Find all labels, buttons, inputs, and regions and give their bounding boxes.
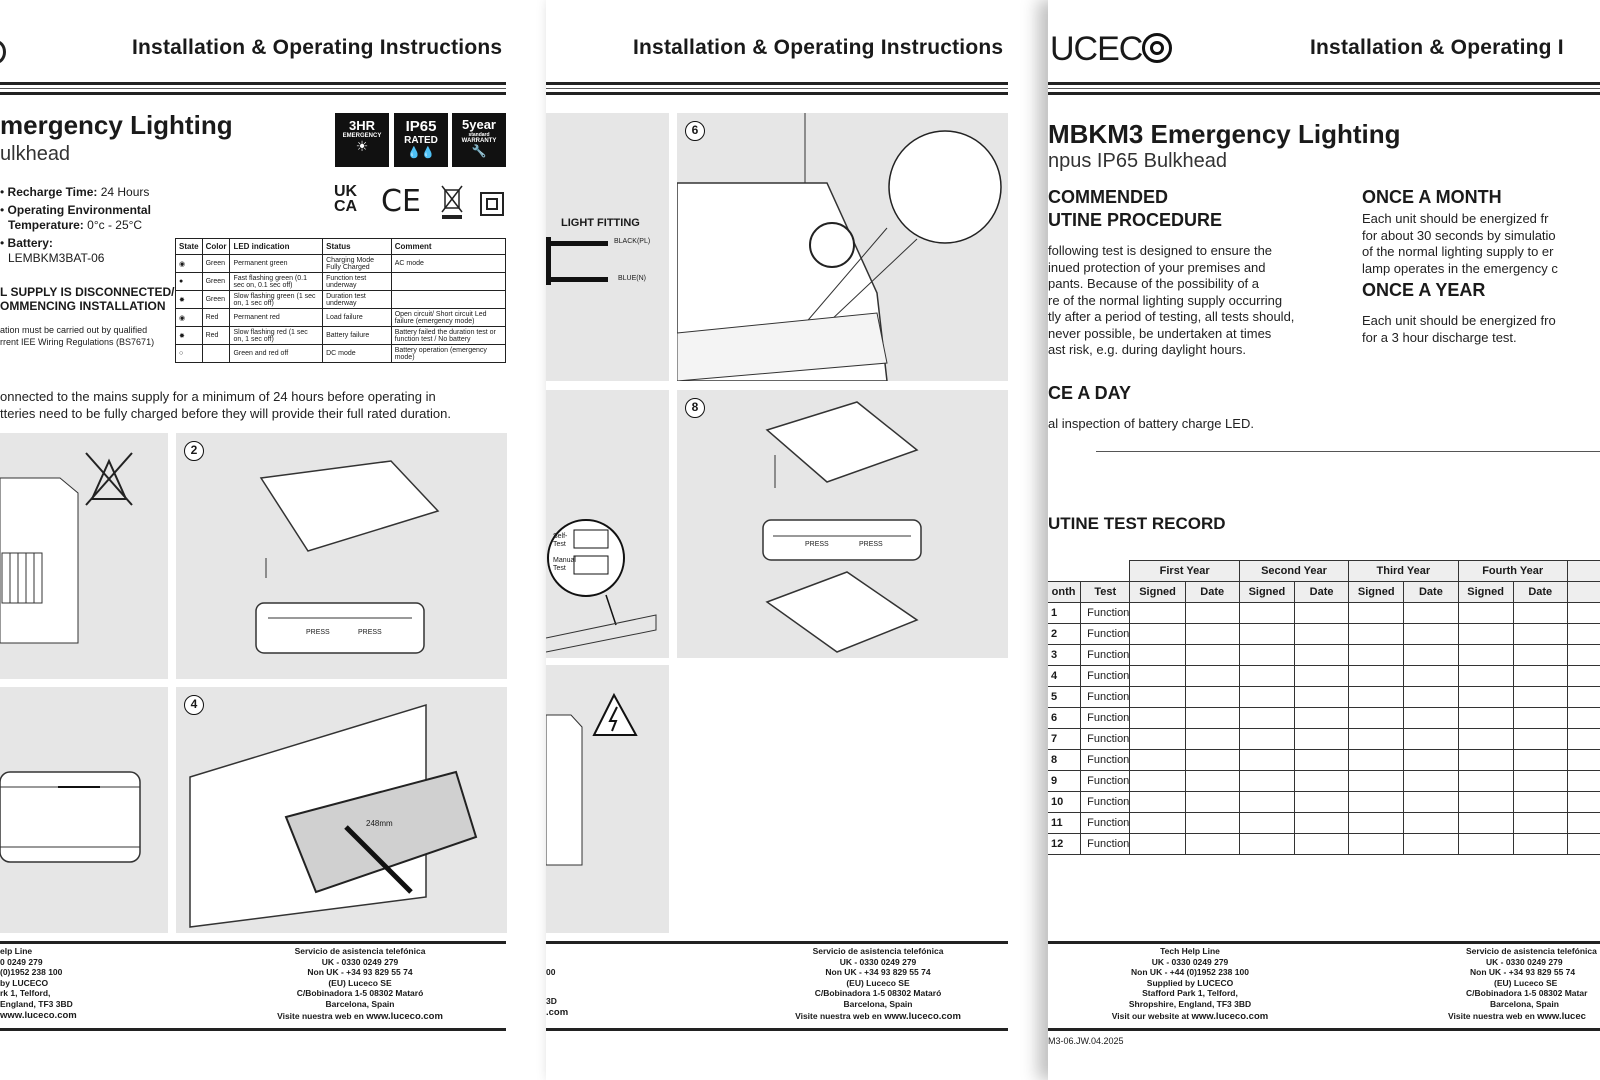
intro-line-2: tteries need to be fully charged before they will provide their full rated duration. <box>0 406 451 421</box>
signed-cell[interactable] <box>1130 645 1185 666</box>
date-cell[interactable] <box>1185 624 1239 645</box>
signed-col-header: Signed <box>1239 582 1294 603</box>
signed-cell[interactable] <box>1458 708 1513 729</box>
table-row: ● Green Fast flashing green (0.1 sec on, 0.1 sec off) Function test underway <box>176 273 506 291</box>
led-off-icon: ○ <box>176 345 203 363</box>
signed-cell[interactable] <box>1349 687 1404 708</box>
weee-bin-icon <box>440 184 464 225</box>
terminal-block <box>546 237 551 285</box>
date-cell[interactable] <box>1513 645 1567 666</box>
table-row <box>1048 624 1600 645</box>
test-type-cell: Function <box>1081 687 1130 708</box>
routine-text: following test is designed to ensure the inued protection of your premises and pants. Because of the possibility of a re of the normal lighting supply occurring tly after a period of testing, all tests should, never possible, be undertaken at times ast risk, e.g. during daylight hours. <box>1048 243 1295 357</box>
signed-cell[interactable] <box>1458 729 1513 750</box>
press-label: PRESS <box>859 541 883 548</box>
led-solid-icon: ◉ <box>176 255 203 273</box>
date-cell[interactable] <box>1513 792 1567 813</box>
signed-cell[interactable] <box>1567 687 1600 708</box>
test-type-cell: Function <box>1081 792 1130 813</box>
date-cell[interactable] <box>1404 771 1458 792</box>
table-row: ✸ Red Slow flashing red (1 sec on, 1 sec off) Battery failure Battery failed the duration test or function test / No battery <box>176 327 506 345</box>
press-label: PRESS <box>805 541 829 548</box>
month-cell: 10 <box>1048 792 1081 813</box>
step-2-panel <box>176 433 507 679</box>
signed-cell[interactable] <box>1239 813 1294 834</box>
date-cell[interactable] <box>1294 708 1348 729</box>
consumer-unit-illustration <box>0 433 168 679</box>
month-cell: 6 <box>1048 708 1081 729</box>
table-row: ✸ Green Slow flashing green (1 sec on, 1 sec off) Duration test underway <box>176 291 506 309</box>
date-cell[interactable] <box>1513 687 1567 708</box>
spec-battery: • Battery: <box>0 236 53 250</box>
led-col-color: Color <box>202 239 230 255</box>
step-number: 2 <box>184 441 204 461</box>
month-cell: 11 <box>1048 813 1081 834</box>
step-5-panel <box>546 113 669 381</box>
date-cell[interactable] <box>1294 624 1348 645</box>
signed-cell[interactable] <box>1567 624 1600 645</box>
warning-line-2: OMMENCING INSTALLATION <box>0 299 166 313</box>
step-6-panel <box>677 113 1008 381</box>
footer-rule <box>1048 941 1600 944</box>
wiring-illustration <box>677 113 1008 381</box>
manual-page-3 <box>1048 0 1600 1080</box>
led-red-flash-icon: ✸ <box>176 327 203 345</box>
mounting-illustration <box>176 433 507 679</box>
signed-cell[interactable] <box>1130 666 1185 687</box>
date-col-header: Date <box>1404 582 1458 603</box>
led-slow-flash-icon: ✸ <box>176 291 203 309</box>
routine-heading-2: UTINE PROCEDURE <box>1048 210 1223 230</box>
date-cell[interactable] <box>1185 813 1239 834</box>
spec-battery-value: LEMBKM3BAT-06 <box>8 251 105 265</box>
table-row <box>1048 729 1600 750</box>
measurement-label: 248mm <box>366 819 393 828</box>
footer-helpline-right: Servicio de asistencia telefónica UK - 0330 0249 279 Non UK - +34 93 829 55 74 (EU) Luceco SE C/Bobinadora 1-5 08302 Mataró Barcelona, Spain Visite nuestra web en www.luceco.com <box>277 946 443 1022</box>
date-col-header: Date <box>1294 582 1348 603</box>
once-a-month-heading: ONCE A MONTH <box>1362 187 1502 207</box>
press-label: PRESS <box>306 629 330 636</box>
lamp-icon: ☀ <box>355 138 369 154</box>
footer-rule-bottom <box>1048 1028 1600 1031</box>
header-rule <box>1048 82 1600 85</box>
date-cell[interactable] <box>1185 708 1239 729</box>
signed-cell[interactable] <box>1458 603 1513 624</box>
spec-temperature: Temperature: 0°c - 25°C <box>8 218 143 232</box>
signed-cell[interactable] <box>1239 708 1294 729</box>
logo-o-icon <box>1142 33 1172 63</box>
once-a-day-text: al inspection of battery charge LED. <box>1048 416 1254 431</box>
led-red-solid-icon: ◉ <box>176 309 203 327</box>
signed-cell[interactable] <box>1567 792 1600 813</box>
test-type-cell: Function <box>1081 729 1130 750</box>
date-cell[interactable] <box>1404 624 1458 645</box>
year-header: Fourth Year <box>1458 561 1567 582</box>
spec-environment: • Operating Environmental <box>0 203 151 217</box>
spec-recharge: • Recharge Time: 24 Hours <box>0 185 150 199</box>
signed-cell[interactable] <box>1239 834 1294 855</box>
date-cell[interactable] <box>1185 603 1239 624</box>
table-row <box>1048 771 1600 792</box>
signed-cell[interactable] <box>1458 750 1513 771</box>
water-drops-icon: 💧💧 <box>407 147 435 159</box>
signed-cell[interactable] <box>1349 834 1404 855</box>
manual-test-label: Manual Test <box>553 557 576 572</box>
signed-cell[interactable] <box>1458 624 1513 645</box>
signed-cell[interactable] <box>1130 792 1185 813</box>
table-row: ○ Green and red off DC mode Battery operation (emergency mode) <box>176 345 506 363</box>
ukca-mark-icon: UK CA <box>334 183 358 215</box>
month-cell: 8 <box>1048 750 1081 771</box>
signed-cell[interactable] <box>1239 603 1294 624</box>
signed-col-header: Signed <box>1349 582 1404 603</box>
signed-cell[interactable] <box>1567 771 1600 792</box>
test-switch-illustration <box>546 390 669 658</box>
signed-col-header: Signed <box>1130 582 1185 603</box>
date-cell[interactable] <box>1294 771 1348 792</box>
date-cell[interactable] <box>1185 834 1239 855</box>
signed-cell[interactable] <box>1567 813 1600 834</box>
logo-fragment <box>0 40 6 64</box>
test-record-table <box>1048 560 1600 855</box>
footer-helpline-left: Tech Help Line UK - 0330 0249 279 Non UK - +44 (0)1952 238 100 Supplied by LUCECO Stafford Park 1, Telford, Shropshire, England, TF3 3BD Visit our website at www.luceco.com <box>1111 946 1269 1022</box>
date-cell[interactable] <box>1294 603 1348 624</box>
month-cell: 4 <box>1048 666 1081 687</box>
signed-cell[interactable] <box>1458 771 1513 792</box>
signed-cell[interactable] <box>1458 792 1513 813</box>
signed-cell[interactable] <box>1458 813 1513 834</box>
warning-line-1: L SUPPLY IS DISCONNECTED/ <box>0 285 175 299</box>
signed-cell[interactable] <box>1239 771 1294 792</box>
signed-cell[interactable] <box>1349 771 1404 792</box>
test-type-cell: Function <box>1081 603 1130 624</box>
year-header: First Year <box>1130 561 1239 582</box>
header-rule-thin <box>546 88 1008 89</box>
header-rule-2 <box>1048 92 1600 95</box>
signed-cell[interactable] <box>1349 813 1404 834</box>
signed-cell[interactable] <box>1130 603 1185 624</box>
routine-heading-1: COMMENDED <box>1048 187 1168 207</box>
date-cell[interactable] <box>1185 729 1239 750</box>
date-cell[interactable] <box>1294 813 1348 834</box>
month-cell: 9 <box>1048 771 1081 792</box>
led-fast-flash-icon: ● <box>176 273 203 291</box>
footer-rule <box>546 941 1008 944</box>
month-cell: 5 <box>1048 687 1081 708</box>
date-cell[interactable] <box>1294 792 1348 813</box>
table-row <box>1048 603 1600 624</box>
year-header: Third Year <box>1349 561 1458 582</box>
month-cell: 3 <box>1048 645 1081 666</box>
footer-rule <box>0 941 506 944</box>
wrench-icon: 🔧 <box>471 144 487 158</box>
once-a-day-heading: CE A DAY <box>1048 383 1132 403</box>
press-label: PRESS <box>358 629 382 636</box>
test-record-heading: UTINE TEST RECORD <box>1048 514 1226 533</box>
date-cell[interactable] <box>1185 792 1239 813</box>
table-row <box>1048 645 1600 666</box>
signed-cell[interactable] <box>1130 687 1185 708</box>
year-header: Second Year <box>1239 561 1348 582</box>
test-type-cell: Function <box>1081 771 1130 792</box>
led-indication-table <box>175 238 506 363</box>
signed-cell[interactable] <box>1567 666 1600 687</box>
signed-cell[interactable] <box>1349 666 1404 687</box>
step-number: 4 <box>184 695 204 715</box>
date-cell[interactable] <box>1294 729 1348 750</box>
signed-cell[interactable] <box>1239 645 1294 666</box>
ce-mark-icon: CE <box>381 184 421 219</box>
blue-wire-label: BLUE(N) <box>618 275 647 282</box>
signed-cell[interactable] <box>1130 813 1185 834</box>
intro-line-1: onnected to the mains supply for a minimum of 24 hours before operating in <box>0 389 436 404</box>
table-row <box>1048 708 1600 729</box>
signed-cell[interactable] <box>1130 624 1185 645</box>
once-a-year-text: Each unit should be energized fro for a 3 hour discharge test. <box>1362 313 1556 345</box>
signed-cell[interactable] <box>1130 771 1185 792</box>
date-cell[interactable] <box>1294 834 1348 855</box>
date-cell[interactable] <box>1185 645 1239 666</box>
date-cell[interactable] <box>1513 813 1567 834</box>
signed-cell[interactable] <box>1130 834 1185 855</box>
wall-fixing-illustration <box>176 687 507 933</box>
table-row <box>1048 792 1600 813</box>
led-col-status: Status <box>323 239 392 255</box>
signed-cell[interactable] <box>1567 750 1600 771</box>
manual-page-2 <box>546 0 1048 1080</box>
date-col-header: Date <box>1513 582 1567 603</box>
date-cell[interactable] <box>1404 603 1458 624</box>
signed-cell[interactable] <box>1239 750 1294 771</box>
date-cell[interactable] <box>1294 645 1348 666</box>
signed-cell[interactable] <box>1239 729 1294 750</box>
step-number: 6 <box>685 121 705 141</box>
self-test-label: Self-Test <box>553 533 568 548</box>
signed-cell[interactable] <box>1458 666 1513 687</box>
date-cell[interactable] <box>1404 834 1458 855</box>
test-type-cell: Function <box>1081 708 1130 729</box>
header-rule-thin <box>1048 88 1600 89</box>
month-cell: 12 <box>1048 834 1081 855</box>
signed-cell[interactable] <box>1239 666 1294 687</box>
header-rule-2 <box>546 92 1008 95</box>
power-on-illustration <box>546 665 669 933</box>
product-title: mergency Lighting <box>0 110 233 140</box>
footer-helpline-right: Servicio de asistencia telefónica UK - 0330 0249 279 Non UK - +34 93 829 55 74 (EU) Luceco SE C/Bobinadora 1-5 08302 Mataró Barcelona, Spain Visite nuestra web en www.luceco.com <box>795 946 961 1022</box>
blue-wire <box>546 277 608 282</box>
once-a-year-heading: ONCE A YEAR <box>1362 280 1486 300</box>
test-type-cell: Function <box>1081 624 1130 645</box>
month-cell: 2 <box>1048 624 1081 645</box>
led-col-state: State <box>176 239 203 255</box>
step-number: 8 <box>685 398 705 418</box>
header-rule <box>0 82 506 85</box>
step-7-panel <box>546 390 669 658</box>
test-type-cell: Function <box>1081 645 1130 666</box>
double-insulation-icon <box>480 192 504 216</box>
footer-rule-bottom <box>546 1028 1008 1031</box>
product-title: MBKM3 Emergency Lighting <box>1048 119 1401 149</box>
warranty-badge: 5year standard WARRANTY 🔧 <box>452 113 506 167</box>
signed-cell[interactable] <box>1458 687 1513 708</box>
step-1-panel <box>0 433 168 679</box>
test-type-cell: Function <box>1081 834 1130 855</box>
manual-page-1 <box>0 0 546 1080</box>
emergency-badge: 3HR EMERGENCY ☀ <box>335 113 389 167</box>
date-cell[interactable] <box>1404 813 1458 834</box>
step-9-panel <box>546 665 669 933</box>
once-a-month-text: Each unit should be energized fr for about 30 seconds by simulatio of the normal lighting supply to er lamp operates in the emergency c <box>1362 211 1558 276</box>
test-col-header: Test <box>1081 582 1130 603</box>
footer-helpline-left: 00 3D .com <box>546 967 569 1018</box>
date-cell[interactable] <box>1513 834 1567 855</box>
signed-cell[interactable] <box>1130 729 1185 750</box>
signed-col-header: Signed <box>1458 582 1513 603</box>
signed-cell[interactable] <box>1349 708 1404 729</box>
black-wire <box>546 241 608 246</box>
signed-cell[interactable] <box>1349 624 1404 645</box>
signed-cell[interactable] <box>1349 729 1404 750</box>
signed-cell[interactable] <box>1239 624 1294 645</box>
date-cell[interactable] <box>1404 750 1458 771</box>
date-cell[interactable] <box>1294 666 1348 687</box>
signed-cell[interactable] <box>1458 645 1513 666</box>
test-type-cell: Function <box>1081 813 1130 834</box>
battery-connect-illustration <box>0 687 168 933</box>
signed-cell[interactable] <box>1349 645 1404 666</box>
date-cell[interactable] <box>1185 771 1239 792</box>
high-voltage-icon <box>594 695 636 735</box>
signed-cell[interactable] <box>1567 603 1600 624</box>
date-cell[interactable] <box>1404 708 1458 729</box>
date-cell[interactable] <box>1513 603 1567 624</box>
date-cell[interactable] <box>1185 750 1239 771</box>
page-header-title: Installation & Operating Instructions <box>633 36 1004 59</box>
signed-cell[interactable] <box>1567 645 1600 666</box>
signed-cell[interactable] <box>1239 792 1294 813</box>
date-cell[interactable] <box>1513 729 1567 750</box>
signed-cell[interactable] <box>1349 603 1404 624</box>
footer-helpline-left: elp Line 0 0249 279 (0)1952 238 100 by LUCECO rk 1, Telford, England, TF3 3BD www.luceco.com <box>0 946 77 1021</box>
led-col-indication: LED indication <box>230 239 323 255</box>
table-row <box>1048 834 1600 855</box>
table-row <box>1048 687 1600 708</box>
signed-cell[interactable] <box>1130 750 1185 771</box>
month-cell: 1 <box>1048 603 1081 624</box>
month-col-header: onth <box>1048 582 1081 603</box>
date-cell[interactable] <box>1513 666 1567 687</box>
signed-cell[interactable] <box>1130 708 1185 729</box>
footer-rule-bottom <box>0 1028 506 1031</box>
signed-cell[interactable] <box>1458 834 1513 855</box>
header-rule-2 <box>0 92 506 95</box>
signed-cell[interactable] <box>1567 708 1600 729</box>
date-cell[interactable] <box>1185 687 1239 708</box>
table-row: ◉ Red Permanent red Load failure Open circuit/ Short circuit Led failure (emergency mode) <box>176 309 506 327</box>
step-8-panel <box>677 390 1008 658</box>
note-line-1: ation must be carried out by qualified <box>0 325 148 335</box>
date-cell[interactable] <box>1513 750 1567 771</box>
black-wire-label: BLACK(PL) <box>614 238 651 245</box>
date-cell[interactable] <box>1294 687 1348 708</box>
date-cell[interactable] <box>1513 624 1567 645</box>
test-type-cell: Function <box>1081 750 1130 771</box>
product-subtitle: npus IP65 Bulkhead <box>1048 150 1228 172</box>
luceco-logo: UCEC <box>1050 30 1172 69</box>
product-subtitle: ulkhead <box>0 143 71 165</box>
header-rule-thin <box>0 88 506 89</box>
signed-cell[interactable] <box>1349 750 1404 771</box>
document-code: M3-06.JW.04.2025 <box>1048 1036 1124 1046</box>
page-header-title: Installation & Operating I <box>1310 36 1564 59</box>
date-cell[interactable] <box>1404 645 1458 666</box>
date-cell[interactable] <box>1513 771 1567 792</box>
signed-cell[interactable] <box>1349 792 1404 813</box>
table-row: ◉ Green Permanent green Charging Mode Fully Charged AC mode <box>176 255 506 273</box>
signed-cell[interactable] <box>1239 687 1294 708</box>
signed-cell[interactable] <box>1567 834 1600 855</box>
step-3-panel <box>0 687 168 933</box>
date-cell[interactable] <box>1404 792 1458 813</box>
signed-cell[interactable] <box>1567 729 1600 750</box>
step-4-panel <box>176 687 507 933</box>
section-divider <box>1096 451 1600 452</box>
date-cell[interactable] <box>1294 750 1348 771</box>
led-col-comment: Comment <box>391 239 505 255</box>
header-rule <box>546 82 1008 85</box>
cover-fitting-illustration <box>677 390 1008 658</box>
no-power-icon <box>86 453 132 505</box>
footer-helpline-right: Servicio de asistencia telefónica UK - 0330 0249 279 Non UK - +34 93 829 55 74 (EU) Luceco SE C/Bobinadora 1-5 08302 Matar Barcelona, Spain Visite nuestra web en www.lucec <box>1448 946 1597 1022</box>
table-row <box>1048 813 1600 834</box>
date-cell[interactable] <box>1404 687 1458 708</box>
page-header-title: Installation & Operating Instructions <box>132 36 503 59</box>
table-row <box>1048 750 1600 771</box>
test-type-cell: Function <box>1081 666 1130 687</box>
table-row <box>1048 666 1600 687</box>
date-cell[interactable] <box>1185 666 1239 687</box>
month-cell: 7 <box>1048 729 1081 750</box>
date-col-header: Date <box>1185 582 1239 603</box>
light-fitting-label: LIGHT FITTING <box>561 217 640 229</box>
ip65-badge: IP65 RATED 💧💧 <box>394 113 448 167</box>
date-cell[interactable] <box>1404 729 1458 750</box>
date-cell[interactable] <box>1513 708 1567 729</box>
note-line-2: rrent IEE Wiring Regulations (BS7671) <box>0 337 155 347</box>
date-cell[interactable] <box>1404 666 1458 687</box>
